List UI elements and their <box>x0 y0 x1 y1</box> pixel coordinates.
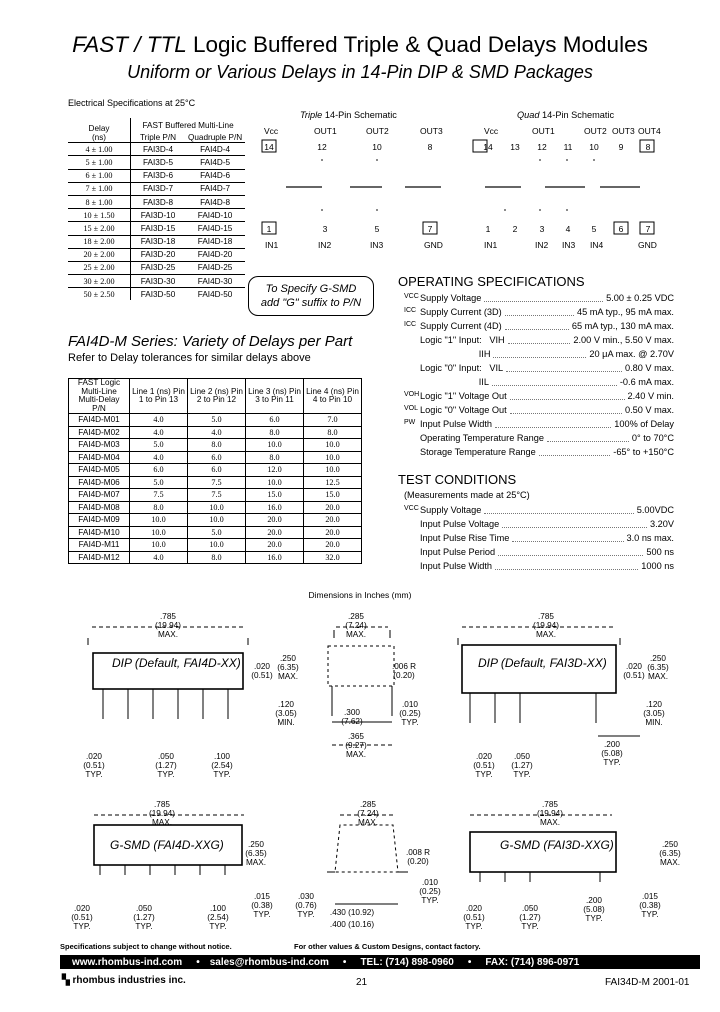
triple-bottom-label: IN1 <box>265 240 279 250</box>
series-table-cell: 4.0 <box>130 426 188 439</box>
delay-table-cell: FAI4D-50 <box>185 288 245 301</box>
spec-label: Input Pulse Voltage <box>420 519 500 529</box>
series-table-cell: 16.0 <box>246 551 304 564</box>
series-table-cell: 5.0 <box>130 476 188 489</box>
series-table-cell: 12.5 <box>304 476 362 489</box>
smd3-label: G-SMD (FAI3D-XXG) <box>500 838 614 852</box>
spec-value: 5.00 ± 0.25 VDC <box>606 293 674 303</box>
series-table-cell: 16.0 <box>246 501 304 514</box>
delay-table-cell: FAI4D-8 <box>185 195 245 208</box>
dimension-label: .365 (9.27) MAX. <box>345 732 367 759</box>
triple-top-label: OUT3 <box>420 126 443 136</box>
spec-label: Supply Current (3D) <box>420 307 502 317</box>
quad-top-pin: 8 <box>645 142 651 152</box>
delay-table-cell: FAI3D-20 <box>131 248 186 261</box>
dimension-label: .785 (19.94) MAX. <box>533 612 559 639</box>
delay-table-cell: FAI4D-4 <box>185 143 245 156</box>
dimension-label: .785 (19.94) MAX. <box>537 800 563 827</box>
triple-schematic-title: Triple 14-Pin Schematic <box>300 110 397 120</box>
spec-label: Logic "0" Voltage Out <box>420 405 507 415</box>
dimension-label: .008 R (0.20) <box>405 848 431 866</box>
dimension-label: .050 (1.27) TYP. <box>519 904 541 931</box>
dimension-label: .120 (3.05) MIN. <box>643 700 665 727</box>
quad-top-pin: 12 <box>537 142 547 152</box>
delay-table-cell: FAI3D-4 <box>131 143 186 156</box>
series-table-cell: 8.0 <box>246 426 304 439</box>
document-id: FAI34D-M 2001-01 <box>605 977 690 988</box>
triple-bottom-pin: 5 <box>374 224 380 234</box>
series-table-cell: 10.0 <box>304 464 362 477</box>
spec-symbol: ICC <box>404 321 417 328</box>
series-table-cell: 10.0 <box>130 514 188 527</box>
spec-value: 20 μA max. @ 2.70V <box>589 349 674 359</box>
dip4-label: DIP (Default, FAI4D-XX) <box>112 656 241 670</box>
smd4-label: G-SMD (FAI4D-XXG) <box>110 838 224 852</box>
quad-top-pin: 14 <box>483 142 493 152</box>
series-table-cell: 8.0 <box>130 501 188 514</box>
spec-value: 500 ns <box>646 547 674 557</box>
series-table-cell: 5.0 <box>130 439 188 452</box>
dimension-label: .015 (0.38) TYP. <box>639 892 661 919</box>
brand-name: ▚ rhombus industries inc. <box>62 975 186 986</box>
series-table-cell: 12.0 <box>246 464 304 477</box>
triple-top-label: Vcc <box>264 126 279 136</box>
dip3-label: DIP (Default, FAI3D-XX) <box>478 656 607 670</box>
series-subheading: Refer to Delay tolerances for similar delays above <box>68 352 311 364</box>
delay-table-cell: 18 ± 2.00 <box>68 235 131 248</box>
series-heading: FAI4D-M Series: Variety of Delays per Part <box>68 333 353 350</box>
quad-bottom-pin: 7 <box>645 224 651 234</box>
test-conditions-note: (Measurements made at 25°C) <box>404 490 530 500</box>
triple-bottom-label: IN3 <box>370 240 384 250</box>
delay-table-cell: FAI3D-6 <box>131 169 186 182</box>
quad-top-pin: 10 <box>589 142 599 152</box>
quad-bottom-pin: 1 <box>485 224 491 234</box>
series-table-cell: FAI4D-M10 <box>69 526 130 539</box>
triple-top-label: OUT2 <box>366 126 389 136</box>
footnote-left: Specifications subject to change without notice. <box>60 942 232 951</box>
spec-value: 45 mA typ., 95 mA max. <box>576 307 674 317</box>
delay-table-cell: FAI3D-15 <box>131 222 186 235</box>
dimension-label: .250 (6.35) MAX. <box>245 840 267 867</box>
dimension-label: .250 (6.35) MAX. <box>277 654 299 681</box>
series-table-cell: 7.5 <box>130 489 188 502</box>
spec-label: Input Pulse Width <box>420 561 493 571</box>
dimension-label: .010 (0.25) TYP. <box>399 700 421 727</box>
series-table-cell: 10.0 <box>130 539 188 552</box>
delay-table-cell: FAI4D-20 <box>185 248 245 261</box>
series-table-cell: 6.0 <box>246 414 304 427</box>
series-table-cell: 10.0 <box>304 451 362 464</box>
spec-symbol: ICC <box>404 307 417 314</box>
series-table-cell: 6.0 <box>130 464 188 477</box>
quad-bottom-pin: 3 <box>539 224 545 234</box>
spec-value: 65 mA typ., 130 mA max. <box>571 321 674 331</box>
page-title: FAST / TTL Logic Buffered Triple & Quad Delays Modules <box>72 32 648 57</box>
series-table-cell: FAI4D-M06 <box>69 476 130 489</box>
series-table-cell: 20.0 <box>304 514 362 527</box>
delay-table-caption: Electrical Specifications at 25°C <box>68 98 196 108</box>
spec-value: -0.6 mA max. <box>619 377 674 387</box>
spec-label: Logic "1" Input: VIH <box>420 335 505 345</box>
spec-label: Supply Current (4D) <box>420 321 502 331</box>
quad-schematic-title: Quad 14-Pin Schematic <box>517 110 615 120</box>
spec-value: 3.0 ns max. <box>626 533 674 543</box>
dimension-label: .785 (19.94) MAX. <box>149 800 175 827</box>
delay-table-cell: 15 ± 2.00 <box>68 222 131 235</box>
series-table-header: Line 4 (ns) Pin 4 to Pin 10 <box>304 379 362 414</box>
dimension-label: .020 (0.51) <box>623 662 645 680</box>
spec-label: Supply Voltage <box>420 505 482 515</box>
spec-value: 0° to 70°C <box>631 433 674 443</box>
dimension-label: .100 (2.54) TYP. <box>211 752 233 779</box>
delay-table-cell: FAI3D-18 <box>131 235 186 248</box>
dimension-label: .250 (6.35) MAX. <box>647 654 669 681</box>
series-table-cell: 20.0 <box>246 526 304 539</box>
series-table-cell: FAI4D-M07 <box>69 489 130 502</box>
dimension-label: .120 (3.05) MIN. <box>275 700 297 727</box>
spec-value: 100% of Delay <box>614 419 674 429</box>
delay-table-cell: 20 ± 2.00 <box>68 248 131 261</box>
series-table-cell: 20.0 <box>304 539 362 552</box>
delay-table-cell: 4 ± 1.00 <box>68 143 131 156</box>
series-table-cell: 15.0 <box>304 489 362 502</box>
page-number: 21 <box>356 977 368 988</box>
spec-label: Input Pulse Period <box>420 547 496 557</box>
triple-bottom-pin: 1 <box>266 224 272 234</box>
quad-top-label: OUT1 <box>532 126 555 136</box>
spec-label: Input Pulse Width <box>420 419 493 429</box>
series-table-cell: 4.0 <box>130 551 188 564</box>
dimensions-heading: Dimensions in Inches (mm) <box>308 590 412 600</box>
series-table-cell: 7.5 <box>188 489 246 502</box>
triple-top-pin: 14 <box>264 142 274 152</box>
series-table-cell: FAI4D-M04 <box>69 451 130 464</box>
series-table-cell: 5.0 <box>188 526 246 539</box>
dimension-label: .006 R (0.20) <box>391 662 417 680</box>
series-table-cell: 10.0 <box>246 439 304 452</box>
delay-table: Delay (ns) FAST Buffered Multi-Line Triple P/N Quadruple P/N 4 ± 1.00 FAI3D-4 FAI4D-4 5 ± 1.00 FAI3D-5 FAI4D-5 6 ± 1.00 FAI3D-6 FAI4D-6 7 ± 1.00 FAI3D-7 FAI4D-7 8 ± 1.00 FAI3D-8 FAI4D-8 10 ± 1.50 FAI3D-10 FAI4D-10 15 ± 2.00 FAI3D-15 FAI4D-15 18 ± 2.00 FAI3D-18 FAI4D-18 20 ± 2.00 FAI3D-20 FAI4D-20 25 ± 2.00 FAI3D-25 FAI4D-25 30 ± 2.00 FAI3D-30 FAI4D-30 50 ± 2.50 FAI3D-50 FAI4D-50 <box>68 118 245 300</box>
delay-table-cell: FAI4D-7 <box>185 182 245 195</box>
series-table-cell: 32.0 <box>304 551 362 564</box>
delay-table-cell: FAI3D-10 <box>131 209 186 222</box>
operating-specs-heading: OPERATING SPECIFICATIONS <box>398 274 585 289</box>
series-table-cell: 8.0 <box>246 451 304 464</box>
quad-top-label: Vcc <box>484 126 499 136</box>
delay-table-cell: FAI3D-7 <box>131 182 186 195</box>
quad-bottom-pin: 5 <box>591 224 597 234</box>
delay-table-cell: 6 ± 1.00 <box>68 169 131 182</box>
series-table-cell: FAI4D-M02 <box>69 426 130 439</box>
dimension-label: .285 (7.24) MAX. <box>357 800 379 827</box>
series-table-cell: 10.0 <box>188 539 246 552</box>
delay-table-cell: FAI4D-18 <box>185 235 245 248</box>
series-table-cell: FAI4D-M09 <box>69 514 130 527</box>
spec-value: 3.20V <box>649 519 674 529</box>
delay-table-cell: FAI3D-5 <box>131 156 186 169</box>
dimension-label: .020 (0.51) TYP. <box>473 752 495 779</box>
series-table-cell: 8.0 <box>188 439 246 452</box>
delay-table-cell: 7 ± 1.00 <box>68 182 131 195</box>
delay-table-cell: FAI4D-5 <box>185 156 245 169</box>
series-table-header: Line 2 (ns) Pin 2 to Pin 12 <box>188 379 246 414</box>
series-table-cell: 7.5 <box>188 476 246 489</box>
series-table-cell: 6.0 <box>188 464 246 477</box>
series-table-cell: 8.0 <box>304 426 362 439</box>
spec-symbol: VCC <box>404 505 419 512</box>
dimension-label: .250 (6.35) MAX. <box>659 840 681 867</box>
quad-bottom-label: IN3 <box>562 240 576 250</box>
telephone: TEL: (714) 898-0960 <box>360 956 454 968</box>
gsmd-note: To Specify G-SMD add "G" suffix to P/N <box>248 276 374 316</box>
triple-bottom-pin: 3 <box>322 224 328 234</box>
dimension-label: .400 (10.16) <box>329 920 375 929</box>
spec-value: 2.00 V min., 5.50 V max. <box>573 335 674 345</box>
dimension-label: .285 (7.24) MAX. <box>345 612 367 639</box>
spec-label: IIL <box>420 377 489 387</box>
quad-top-label: OUT2 <box>584 126 607 136</box>
triple-top-pin: 12 <box>317 142 327 152</box>
series-table-cell: 4.0 <box>130 414 188 427</box>
triple-top-label: OUT1 <box>314 126 337 136</box>
triple-bottom-label: GND <box>424 240 443 250</box>
dimension-label: .050 (1.27) TYP. <box>155 752 177 779</box>
series-table-cell: FAI4D-M11 <box>69 539 130 552</box>
delay-table-cell: 50 ± 2.50 <box>68 288 131 301</box>
quad-top-pin: 13 <box>510 142 520 152</box>
series-table-cell: 4.0 <box>130 451 188 464</box>
series-table-cell: FAI4D-M12 <box>69 551 130 564</box>
dimension-label: .010 (0.25) TYP. <box>419 878 441 905</box>
quad-bottom-pin: 2 <box>512 224 518 234</box>
delay-table-cell: 30 ± 2.00 <box>68 275 131 288</box>
spec-label: Operating Temperature Range <box>420 433 544 443</box>
rhombus-logo-icon: ▚ <box>62 975 73 986</box>
dimension-label: .430 (10.92) <box>329 908 375 917</box>
series-table-cell: FAI4D-M03 <box>69 439 130 452</box>
dimension-label: .100 (2.54) TYP. <box>207 904 229 931</box>
series-table-cell: FAI4D-M01 <box>69 414 130 427</box>
series-table-cell: 20.0 <box>304 501 362 514</box>
series-table-cell: FAI4D-M08 <box>69 501 130 514</box>
series-table-cell: 10.0 <box>246 476 304 489</box>
triple-bottom-label: IN2 <box>318 240 332 250</box>
spec-label: IIH <box>420 349 491 359</box>
spec-value: 0.50 V max. <box>624 405 674 415</box>
series-table-header: Line 3 (ns) Pin 3 to Pin 11 <box>246 379 304 414</box>
series-table-header: FAST Logic Multi-Line Multi-Delay P/N <box>69 379 130 414</box>
dimension-label: .030 (0.76) TYP. <box>295 892 317 919</box>
delay-table-triple-header: Triple P/N <box>139 133 177 143</box>
delay-table-cell: FAI4D-10 <box>185 209 245 222</box>
series-table-cell: 15.0 <box>246 489 304 502</box>
delay-table-cell: FAI4D-15 <box>185 222 245 235</box>
series-table-cell: 7.0 <box>304 414 362 427</box>
fax: FAX: (714) 896-0971 <box>485 956 580 968</box>
delay-table-cell: 8 ± 1.00 <box>68 195 131 208</box>
contact-bar: www.rhombus-ind.com • sales@rhombus-ind.com • TEL: (714) 898-0960 • FAX: (714) 896-0971 <box>60 955 700 969</box>
series-table-cell: 20.0 <box>304 526 362 539</box>
series-table-cell: 8.0 <box>188 551 246 564</box>
dimension-label: .015 (0.38) TYP. <box>251 892 273 919</box>
quad-top-pin: 11 <box>563 142 573 152</box>
dimension-label: .020 (0.51) TYP. <box>71 904 93 931</box>
triple-top-pin: 8 <box>427 142 433 152</box>
dimension-label: .050 (1.27) TYP. <box>133 904 155 931</box>
quad-bottom-label: IN1 <box>484 240 498 250</box>
spec-value: 0.80 V max. <box>624 363 674 373</box>
quad-bottom-label: IN4 <box>590 240 604 250</box>
spec-label: Supply Voltage <box>420 293 482 303</box>
delay-table-cell: 5 ± 1.00 <box>68 156 131 169</box>
spec-label: Logic "0" Input: VIL <box>420 363 504 373</box>
quad-bottom-pin: 4 <box>565 224 571 234</box>
series-table-cell: 20.0 <box>246 514 304 527</box>
series-table-cell: 10.0 <box>188 501 246 514</box>
spec-symbol: VOL <box>404 405 419 412</box>
delay-table-cell: FAI3D-30 <box>131 275 186 288</box>
spec-label: Input Pulse Rise Time <box>420 533 510 543</box>
test-conditions-heading: TEST CONDITIONS <box>398 472 517 487</box>
spec-label: Logic "1" Voltage Out <box>420 391 507 401</box>
delay-table-cell: FAI3D-50 <box>131 288 186 301</box>
series-table-cell: 10.0 <box>130 526 188 539</box>
dimension-label: .020 (0.51) TYP. <box>463 904 485 931</box>
dimension-label: .020 (0.51) <box>251 662 273 680</box>
dimension-label: .020 (0.51) TYP. <box>83 752 105 779</box>
delay-table-quad-header: Quadruple P/N <box>188 133 243 143</box>
delay-table-cell: FAI4D-6 <box>185 169 245 182</box>
footnote-right: For other values & Custom Designs, contact factory. <box>294 942 481 951</box>
delay-table-cell: 10 ± 1.50 <box>68 209 131 222</box>
series-table-cell: 5.0 <box>188 414 246 427</box>
quad-bottom-pin: 6 <box>618 224 624 234</box>
spec-symbol: PW <box>404 419 416 426</box>
spec-value: 1000 ns <box>641 561 674 571</box>
delay-table-cell: FAI3D-8 <box>131 195 186 208</box>
dimension-label: .300 (7.62) <box>341 708 363 726</box>
quad-top-pin: 9 <box>618 142 624 152</box>
dimension-label: .200 (5.08) TYP. <box>583 896 605 923</box>
series-table-cell: 6.0 <box>188 451 246 464</box>
email-link[interactable]: sales@rhombus-ind.com <box>209 956 329 968</box>
series-table-cell: 4.0 <box>188 426 246 439</box>
dimension-label: .785 (19.94) MAX. <box>155 612 181 639</box>
spec-value: -65° to +150°C <box>613 447 674 457</box>
page-subtitle: Uniform or Various Delays in 14-Pin DIP & SMD Packages <box>127 62 593 82</box>
spec-value: 2.40 V min. <box>627 391 674 401</box>
dimension-label: .050 (1.27) TYP. <box>511 752 533 779</box>
triple-bottom-pin: 7 <box>427 224 433 234</box>
spec-label: Storage Temperature Range <box>420 447 536 457</box>
website-link[interactable]: www.rhombus-ind.com <box>72 956 183 968</box>
quad-bottom-label: GND <box>638 240 657 250</box>
delay-table-group-header: FAST Buffered Multi-Line <box>142 121 234 130</box>
quad-top-label: OUT4 <box>638 126 661 136</box>
delay-table-cell: FAI4D-30 <box>185 275 245 288</box>
delay-table-cell: 25 ± 2.00 <box>68 261 131 274</box>
series-table-cell: 10.0 <box>188 514 246 527</box>
spec-symbol: VCC <box>404 293 419 300</box>
spec-value: 5.00VDC <box>636 505 674 515</box>
delay-table-cell: FAI4D-25 <box>185 261 245 274</box>
spec-symbol: VOH <box>404 391 420 398</box>
quad-bottom-label: IN2 <box>535 240 549 250</box>
series-table-cell: 20.0 <box>246 539 304 552</box>
series-table-header: Line 1 (ns) Pin 1 to Pin 13 <box>130 379 188 414</box>
triple-top-pin: 10 <box>372 142 382 152</box>
delay-table-cell: FAI3D-25 <box>131 261 186 274</box>
series-table-cell: FAI4D-M05 <box>69 464 130 477</box>
series-table-cell: 10.0 <box>304 439 362 452</box>
quad-top-label: OUT3 <box>612 126 635 136</box>
dimension-label: .200 (5.08) TYP. <box>601 740 623 767</box>
